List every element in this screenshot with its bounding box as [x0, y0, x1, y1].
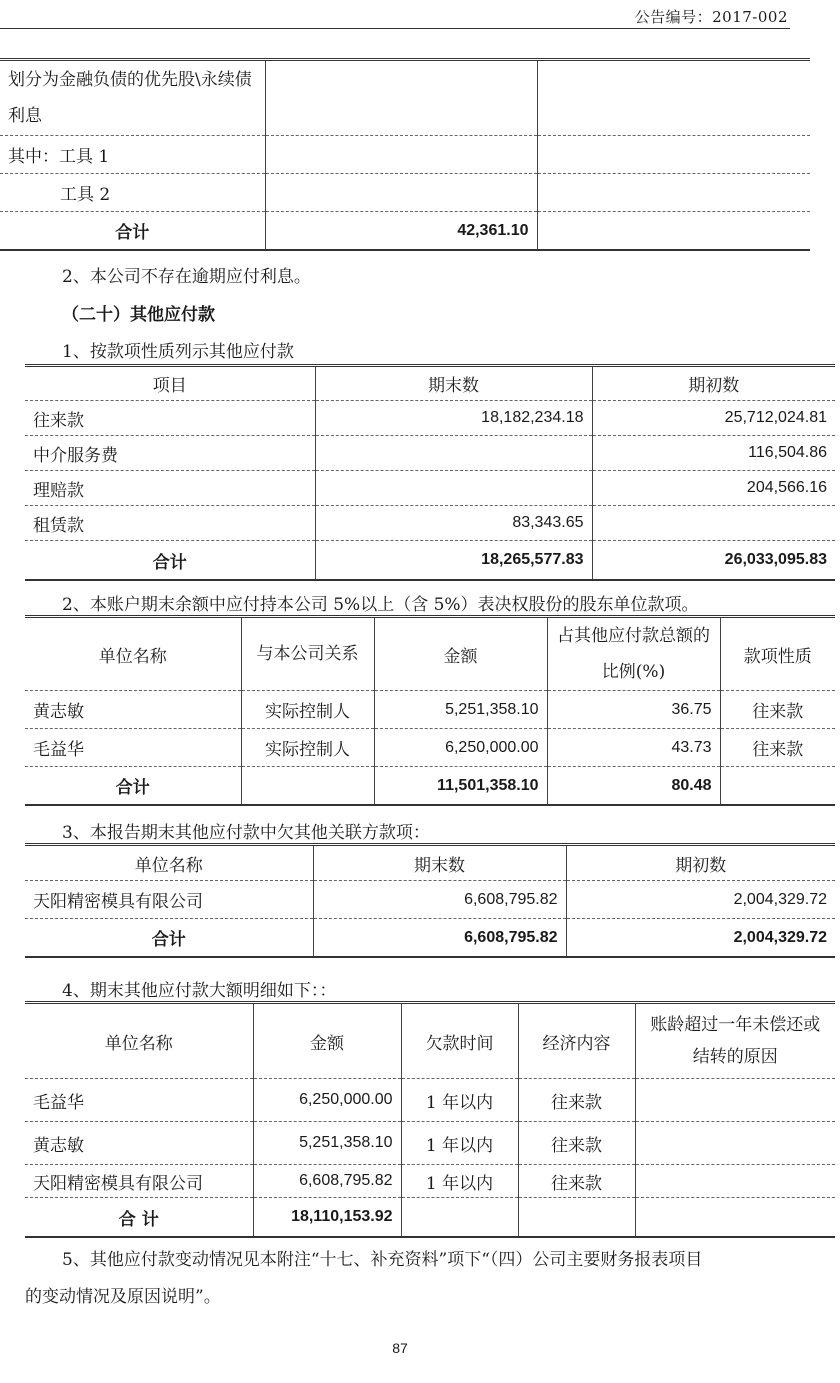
table-row [25, 729, 835, 767]
cell-relation: 实际控制人 [241, 691, 374, 729]
large-payables-detail-table [25, 1001, 835, 1238]
cell-time: 1 年以内 [401, 1122, 518, 1165]
begin-value: 204,566.16 [592, 471, 835, 506]
header-content: 经济内容 [518, 1003, 635, 1079]
subsection-3-title: 3、本报告期末其他应付款中欠其他关联方款项： [62, 823, 430, 843]
header-begin: 期初数 [592, 366, 835, 401]
table-row [25, 1122, 835, 1165]
row-label: 理赔款 [25, 471, 315, 506]
table-row [0, 174, 810, 212]
interest-table [0, 58, 810, 251]
begin-value [537, 60, 810, 136]
page-header [0, 0, 840, 30]
table-row [0, 136, 810, 174]
total-label: 合计 [25, 919, 313, 958]
end-value [265, 136, 537, 174]
row-label: 工具 2 [0, 174, 265, 212]
table-header-row [25, 845, 835, 881]
table-row [25, 436, 835, 471]
header-time: 欠款时间 [401, 1003, 518, 1079]
table-row [25, 1079, 835, 1122]
header-end: 期末数 [315, 366, 592, 401]
cell-reason [635, 1079, 835, 1122]
total-end: 18,265,577.83 [315, 541, 592, 581]
total-label: 合 计 [25, 1198, 253, 1238]
cell-name: 黄志敏 [25, 1122, 253, 1165]
overdue-note: 2、本公司不存在逾期应付利息。 [62, 267, 311, 287]
cell-name: 黄志敏 [25, 691, 241, 729]
row-label: 中介服务费 [25, 436, 315, 471]
table-row [0, 60, 810, 136]
total-time-empty [401, 1198, 518, 1238]
header-name: 单位名称 [25, 617, 241, 691]
table-row [25, 401, 835, 436]
cell-nature: 往来款 [720, 691, 835, 729]
end-value [315, 471, 592, 506]
row-label: 往来款 [25, 401, 315, 436]
cell-name: 毛益华 [25, 729, 241, 767]
end-value: 18,182,234.18 [315, 401, 592, 436]
table-header-row [25, 1003, 835, 1079]
subsection-2-title: 2、本账户期末余额中应付持本公司 5%以上（含 5%）表决权股份的股东单位款项。 [62, 595, 699, 615]
cell-end: 6,608,795.82 [313, 881, 566, 919]
begin-value [537, 174, 810, 212]
cell-time: 1 年以内 [401, 1079, 518, 1122]
total-end: 6,608,795.82 [313, 919, 566, 958]
total-row [25, 919, 835, 958]
total-amount: 18,110,153.92 [253, 1198, 401, 1238]
section-heading: （二十）其他应付款 [62, 305, 215, 325]
end-value: 83,343.65 [315, 506, 592, 541]
other-payables-by-nature-table [25, 364, 835, 581]
table-row [25, 506, 835, 541]
cell-content: 往来款 [518, 1122, 635, 1165]
note-5-line-1: 5、其他应付款变动情况见本附注“十七、补充资料”项下“（四）公司主要财务报表项目 [62, 1250, 703, 1270]
cell-nature: 往来款 [720, 729, 835, 767]
total-begin: 2,004,329.72 [566, 919, 835, 958]
subsection-1-title: 1、按款项性质列示其他应付款 [62, 342, 294, 362]
header-reason: 账龄超过一年未偿还或结转的原因 [635, 1003, 835, 1079]
header-ratio: 占其他应付款总额的比例(%) [547, 617, 720, 691]
total-relation-empty [241, 767, 374, 806]
header-item: 项目 [25, 366, 315, 401]
subsection-4-title: 4、期末其他应付款大额明细如下：： [62, 981, 337, 1001]
total-begin [537, 212, 810, 251]
announcement-code: 公告编号：2017-002 [634, 8, 788, 26]
table-row [25, 691, 835, 729]
table-row [25, 471, 835, 506]
header-amount: 金额 [374, 617, 547, 691]
cell-reason [635, 1165, 835, 1198]
total-content-empty [518, 1198, 635, 1238]
cell-amount: 6,250,000.00 [374, 729, 547, 767]
cell-amount: 6,608,795.82 [253, 1165, 401, 1198]
cell-ratio: 36.75 [547, 691, 720, 729]
begin-value: 25,712,024.81 [592, 401, 835, 436]
header-amount: 金额 [253, 1003, 401, 1079]
cell-time: 1 年以内 [401, 1165, 518, 1198]
end-value [265, 60, 537, 136]
begin-value [592, 506, 835, 541]
total-label: 合计 [0, 212, 265, 251]
row-label: 其中：工具 1 [0, 136, 265, 174]
cell-relation: 实际控制人 [241, 729, 374, 767]
note-5-line-2: 的变动情况及原因说明”。 [25, 1287, 221, 1307]
total-row [25, 767, 835, 806]
cell-name: 毛益华 [25, 1079, 253, 1122]
table-row [25, 1165, 835, 1198]
table-row [25, 881, 835, 919]
total-amount: 11,501,358.10 [374, 767, 547, 806]
header-name: 单位名称 [25, 845, 313, 881]
total-label: 合计 [25, 767, 241, 806]
cell-amount: 6,250,000.00 [253, 1079, 401, 1122]
page-number: 87 [392, 1340, 408, 1356]
header-relation: 与本公司关系 [241, 617, 374, 691]
total-reason-empty [635, 1198, 835, 1238]
total-end: 42,361.10 [265, 212, 537, 251]
cell-ratio: 43.73 [547, 729, 720, 767]
total-ratio: 80.48 [547, 767, 720, 806]
cell-content: 往来款 [518, 1165, 635, 1198]
row-label: 划分为金融负债的优先股\永续债利息 [0, 60, 265, 136]
total-begin: 26,033,095.83 [592, 541, 835, 581]
row-label: 租赁款 [25, 506, 315, 541]
header-begin: 期初数 [566, 845, 835, 881]
end-value [315, 436, 592, 471]
related-party-payables-table [25, 843, 835, 958]
total-row [0, 212, 810, 251]
header-rule [0, 28, 790, 29]
begin-value: 116,504.86 [592, 436, 835, 471]
header-name: 单位名称 [25, 1003, 253, 1079]
table-header-row [25, 366, 835, 401]
cell-amount: 5,251,358.10 [253, 1122, 401, 1165]
header-end: 期末数 [313, 845, 566, 881]
cell-content: 往来款 [518, 1079, 635, 1122]
cell-name: 天阳精密模具有限公司 [25, 1165, 253, 1198]
total-row [25, 541, 835, 581]
end-value [265, 174, 537, 212]
cell-name: 天阳精密模具有限公司 [25, 881, 313, 919]
header-nature: 款项性质 [720, 617, 835, 691]
table-header-row [25, 617, 835, 691]
cell-begin: 2,004,329.72 [566, 881, 835, 919]
total-row [25, 1198, 835, 1238]
cell-reason [635, 1122, 835, 1165]
total-label: 合计 [25, 541, 315, 581]
total-nature-empty [720, 767, 835, 806]
shareholder-payables-table [25, 615, 835, 806]
cell-amount: 5,251,358.10 [374, 691, 547, 729]
begin-value [537, 136, 810, 174]
